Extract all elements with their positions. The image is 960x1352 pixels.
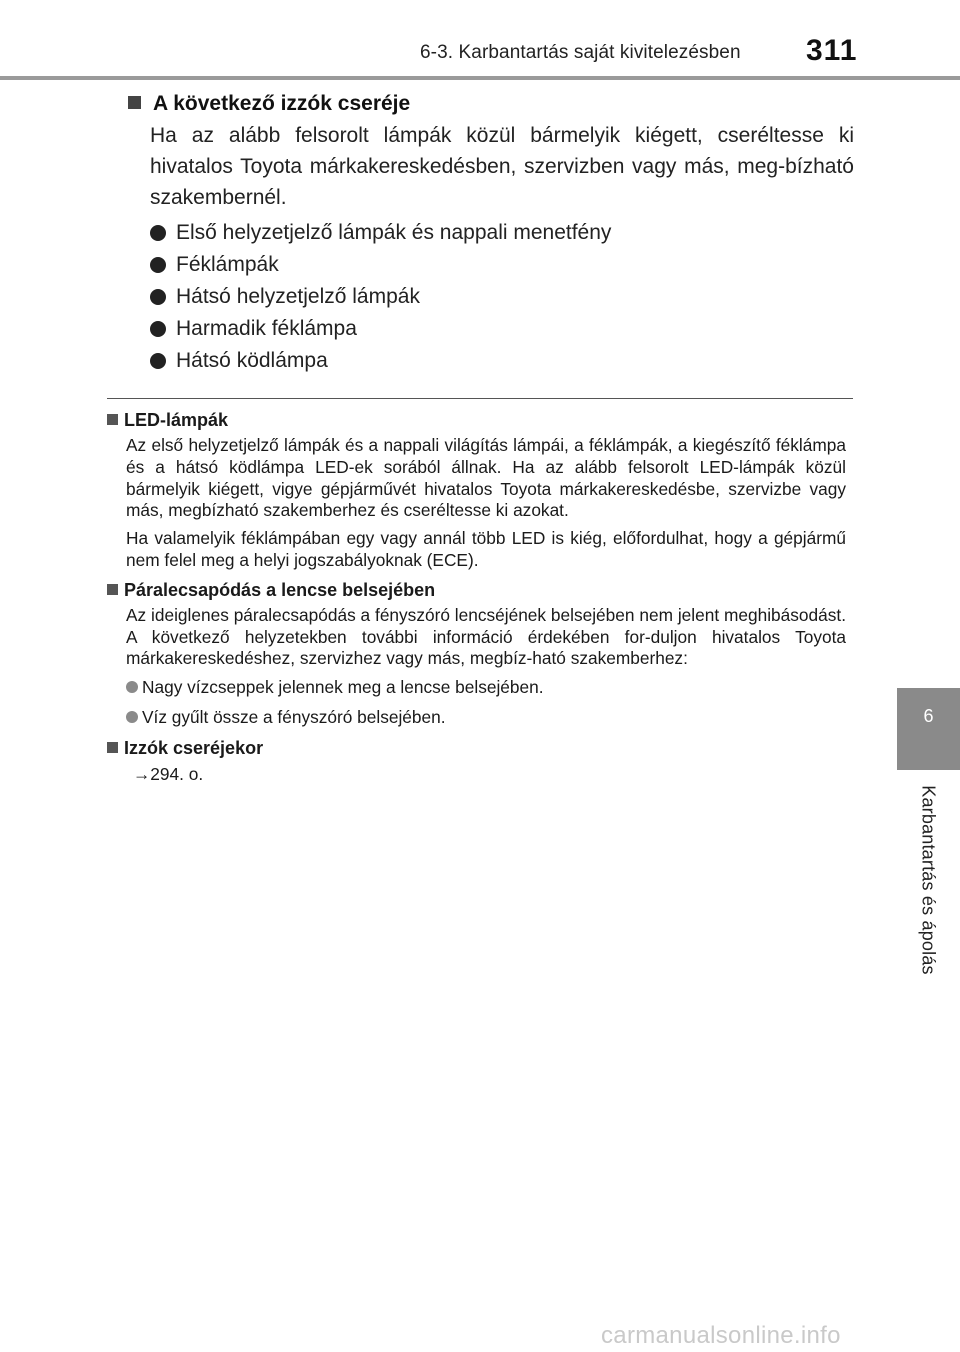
list-item-text: Féklámpák xyxy=(176,253,279,276)
square-bullet-icon xyxy=(107,742,118,753)
note-heading-text: Izzók cseréjekor xyxy=(124,738,264,759)
note-paragraph: Ha valamelyik féklámpában egy vagy annál több LED is kiég, előfordulhat, hogy a gépjármű nem felel meg a helyi jogszabályoknak (ECE). xyxy=(126,528,846,570)
list-item xyxy=(150,217,611,249)
bullet-dot-icon xyxy=(150,257,166,273)
note-bullet xyxy=(126,706,846,728)
square-bullet-icon xyxy=(128,96,141,109)
watermark: carmanualsonline.info xyxy=(601,1322,841,1349)
note-paragraph: Az ideiglenes páralecsapódás a fényszóró lencséjének belsejében nem jelent meghibásodást. A következő helyzetekben további információ érdekében for-duljon hivatalos Toyota márkakereskedéshez, szervizhez vagy más, megbíz-ható szakemberhez: xyxy=(126,604,846,669)
note-heading-text: LED-lámpák xyxy=(124,410,229,430)
bullet-dot-icon xyxy=(150,225,166,241)
section-divider xyxy=(107,398,853,399)
bullet-dot-icon xyxy=(150,321,166,337)
note-bullet-text: Víz gyűlt össze a fényszóró belsejében. xyxy=(142,707,446,728)
note-heading-text: Páralecsapódás a lencse belsejében xyxy=(124,579,436,600)
lamp-list xyxy=(150,217,611,377)
chapter-tab[interactable] xyxy=(897,688,960,770)
note-paragraph: Az első helyzetjelző lámpák és a nappali világítás lámpái, a féklámpák, a kiegészítő féklámpa és a hátsó ködlámpa LED-ek sorából állnak. Ha az alább felsorolt LED-lámpák közül bármelyik kiégett, vigye gépjárművét hivatalos Toyota márkakereskedésbe, szervizbe vagy más, megbízható szakemberhez és cseréltesse ki azokat. xyxy=(126,435,846,521)
notes-block xyxy=(107,408,846,785)
bullet-dot-icon xyxy=(126,711,138,723)
list-item-text: Harmadik féklámpa xyxy=(176,317,357,340)
note-bullet xyxy=(126,676,846,698)
list-item xyxy=(150,249,611,281)
section-intro: Ha az alább felsorolt lámpák közül bármelyik kiégett, cseréltesse ki hivatalos Toyota márkakereskedésben, szervizben vagy más, meg-bízható szakembernél. xyxy=(150,124,854,209)
header-rule xyxy=(0,76,960,80)
list-item-text: Első helyzetjelző lámpák és nappali menetfény xyxy=(176,221,612,244)
bullet-dot-icon xyxy=(126,681,138,693)
note-heading-led xyxy=(107,408,846,432)
list-item xyxy=(150,345,611,377)
bullet-dot-icon xyxy=(150,289,166,305)
note-heading-bulb-change xyxy=(107,736,846,760)
square-bullet-icon xyxy=(107,414,118,425)
header-section-title: 6-3. Karbantartás saját kivitelezésben xyxy=(420,42,741,63)
list-item-text: Hátsó ködlámpa xyxy=(176,349,328,372)
note-bullet-text: Nagy vízcseppek jelennek meg a lencse belsejében. xyxy=(142,677,544,698)
list-item-text: Hátsó helyzetjelző lámpák xyxy=(176,285,420,308)
section-heading xyxy=(128,92,410,116)
square-bullet-icon xyxy=(107,584,118,595)
page-number: 311 xyxy=(806,34,858,67)
bullet-dot-icon xyxy=(150,353,166,369)
chapter-tab-number: 6 xyxy=(923,706,934,726)
chapter-tab-label: Karbantartás és ápolás xyxy=(918,785,939,975)
section-heading-text: A következő izzók cseréje xyxy=(153,92,411,115)
page-reference-link[interactable]: →294. o. xyxy=(133,764,204,785)
note-heading-condensation xyxy=(107,578,846,602)
list-item xyxy=(150,281,611,313)
list-item xyxy=(150,313,611,345)
